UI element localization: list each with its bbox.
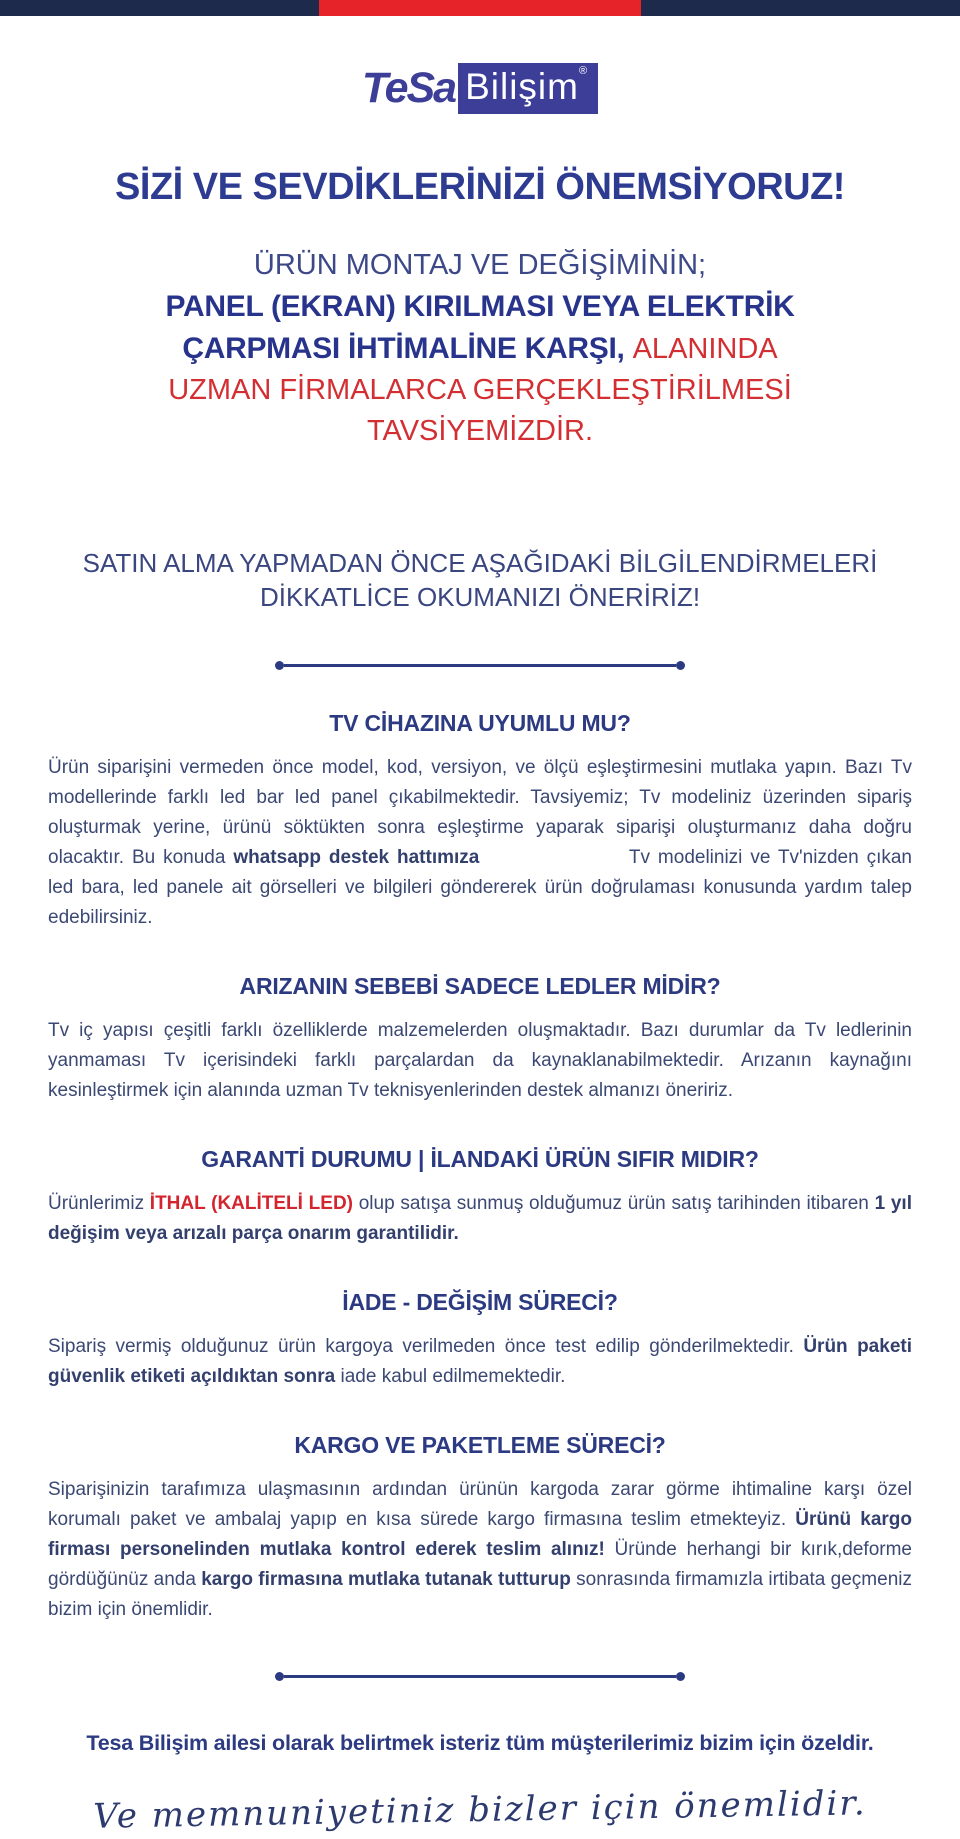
text-run: Tv iç yapısı çeşitli farklı özelliklerde malzemelerden oluşmaktadır. Bazı durumlar da Tv ledlerinin yanmaması Tv içerisindeki farklı parçalardan da kaynaklanabilmektedir. Arızanın kaynağını kesinleştirmek için alanında uzman Tv teknisyenlerinden destek almanızı öneririz. <box>48 1020 912 1101</box>
divider-dot-left <box>275 661 284 670</box>
text-run: Ürün paketi güvenlik etiketi açıldıktan sonra <box>48 1336 912 1387</box>
section-paragraph <box>48 1016 912 1106</box>
footer-statement: Tesa Bilişim ailesi olarak belirtmek isteriz tüm müşterilerimiz bizim için özeldir. <box>86 1731 874 1755</box>
section-heading: ARIZANIN SEBEBİ SADECE LEDLER MİDİR? <box>239 973 721 999</box>
section-paragraph <box>48 1475 912 1625</box>
text-run: olup satışa sunmuş olduğumuz ürün satış tarihinden itibaren <box>353 1193 875 1214</box>
text-run: Sipariş vermiş olduğunuz ürün kargoya verilmeden önce test edilip gönderilmektedir. <box>48 1336 804 1357</box>
text-run: Ürün siparişini vermeden önce model, kod, versiyon, ve ölçü eşleştirmesini mutlaka yapın. Bazı Tv modellerinde farklı led bar led panel çıkabilmektedir. Tavsiyemiz; Tv modeliniz üzerinden sipariş oluşturmak yerine, ürünü söktükten sonra eşleştirme yaparak siparişi oluşturmanız daha doğru olacaktır. Bu konuda <box>48 757 912 868</box>
top-bar-red-segment <box>319 0 641 16</box>
section-divider-top <box>0 660 960 670</box>
text-run: ÇARPMASI İHTİMALİNE KARŞI, <box>182 332 633 365</box>
hero-subtitle-line <box>0 247 960 288</box>
hero-subtitle-line <box>0 288 960 330</box>
logo-tesa-text: TeSa <box>361 63 456 112</box>
text-run: UZMAN FİRMALARCA GERÇEKLEŞTİRİLMESİ <box>168 374 792 406</box>
text-run: ALANINDA <box>632 333 778 365</box>
text-run: TAVSİYEMİZDİR. <box>366 415 594 447</box>
section-divider-bottom <box>0 1671 960 1681</box>
divider-dot-left <box>275 1672 284 1681</box>
page-title: SİZİ VE SEVDİKLERİNİZİ ÖNEMSİYORUZ! <box>115 166 845 208</box>
hero-subtitle-line <box>0 372 960 413</box>
info-sections <box>0 710 960 1625</box>
text-run: whatsapp destek hattımıza <box>233 847 480 868</box>
text-run: PANEL (EKRAN) KIRILMASI VEYA ELEKTRİK <box>165 290 795 323</box>
divider-line <box>284 664 676 667</box>
purchase-notice: SATIN ALMA YAPMADAN ÖNCE AŞAĞIDAKİ BİLGİLENDİRMELERİ DİKKATLİCE OKUMANIZI ÖNERİRİZ! <box>82 548 878 612</box>
text-run: Ürünlerimiz <box>48 1193 150 1214</box>
hero-subtitle <box>0 247 960 454</box>
text-run: Üründe herhangi bir kırık,deforme gördüğünüz anda <box>48 1539 912 1590</box>
text-run: kargo firmasına mutlaka tutanak tutturup <box>201 1569 571 1590</box>
text-run: İTHAL (KALİTELİ LED) <box>149 1193 353 1214</box>
text-run: Siparişinizin tarafımıza ulaşmasının ardından ürünün kargoda zarar görme ihtimaline karşı özel korumalı paket ve ambalaj yapıp en kısa sürede kargo firmasına teslim etmekteyiz. <box>48 1479 912 1530</box>
top-accent-bar <box>0 0 960 16</box>
hero-subtitle-line <box>0 413 960 454</box>
section-heading: İADE - DEĞİŞİM SÜRECİ? <box>342 1289 618 1315</box>
section-heading: KARGO VE PAKETLEME SÜRECİ? <box>294 1432 666 1458</box>
divider-dot-right <box>676 661 685 670</box>
top-bar-navy-left <box>0 0 319 16</box>
text-run: Ürünü kargo firması personelinden mutlaka kontrol ederek teslim alınız! <box>48 1509 913 1560</box>
section-paragraph <box>48 1332 912 1392</box>
text-run: sonrasında firmamızla irtibata geçmeniz bizim için önemlidir. <box>48 1569 912 1620</box>
registered-trademark-mark: ® <box>578 64 589 77</box>
section-heading: TV CİHAZINA UYUMLU MU? <box>329 710 631 736</box>
handwritten-signature-line: Ve memnuniyetiniz bizler için önemlidir. <box>92 1783 868 1837</box>
text-run: iade kabul edilmemektedir. <box>335 1366 566 1387</box>
brand-logo <box>0 60 960 116</box>
section-paragraph <box>48 753 912 933</box>
logo-bilisim-box <box>458 63 598 114</box>
divider-line <box>284 1675 676 1678</box>
text-run: Tv modelinizi ve Tv'nizden çıkan led bara, led panele ait görselleri ve bilgileri göndererek ürün doğrulaması konusunda yardım talep edebilirsiniz. <box>48 847 912 928</box>
hero-subtitle-line <box>0 330 960 372</box>
logo-bilisim-text: Bilişim <box>465 65 579 107</box>
section-heading: GARANTİ DURUMU | İLANDAKİ ÜRÜN SIFIR MIDIR? <box>201 1146 759 1172</box>
divider-dot-right <box>676 1672 685 1681</box>
text-run: ÜRÜN MONTAJ VE DEĞİŞİMİNİN; <box>253 249 707 281</box>
section-paragraph <box>48 1189 912 1249</box>
text-run: 1 yıl değişim veya arızalı parça onarım garantilidir. <box>48 1193 912 1244</box>
top-bar-navy-right <box>641 0 960 16</box>
